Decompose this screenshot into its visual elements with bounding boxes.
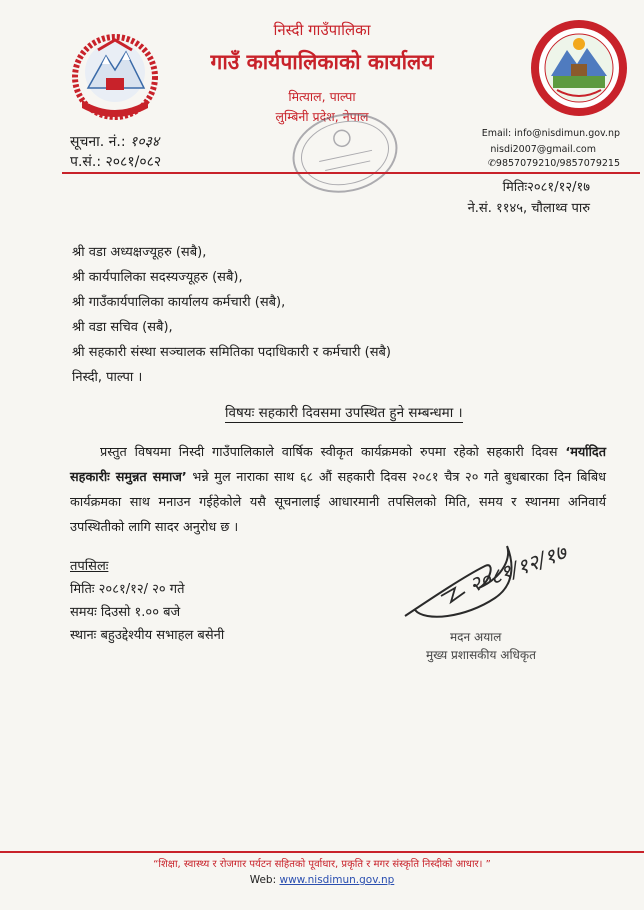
date-bs: मितिः२०८१/१२/१७ [502,180,590,195]
fiscal-year-value: २०८१/०८२ [105,154,162,170]
notice-number-label: सूचना. नं.: [70,134,126,150]
date-nepal-sambat: ने.सं. ११४५, चौलाथ्व पारु [467,201,590,216]
notice-number-value: १०३४ [130,134,160,150]
fiscal-year [70,152,161,171]
details-date: मितिः २०८१/१२/ २० गते [70,582,185,597]
recipient-address: निस्दी, पाल्पा । [72,370,143,385]
body-text-2: भन्ने मुल नाराका साथ ६८ औं सहकारी दिवस २०८१ चैत्र २० गते बुधबारका दिन बिबिध कार्यक्रमका साथ मनाउन गईहेकोले यसै सूचनालाई आधारमानी तपसिलको मिति, समय र स्थानमा अनिवार्य उपस्थितीको लागि सादर अनुरोध छ । [70,470,606,535]
municipality-name: निस्दी गाउँपालिका [273,21,371,39]
recipient-line: श्री वडा सचिव (सबै), [72,320,173,335]
signatory-name: मदन अयाल [450,630,502,644]
phone-icon: ✆ [487,158,496,169]
phone-number: 9857079210/9857079215 [495,158,620,169]
signatory-title: मुख्य प्रशासकीय अधिकृत [426,648,536,662]
recipient-line: श्री गाउँकार्यपालिका कार्यालय कर्मचारी (सबै), [72,295,286,310]
website-link[interactable]: www.nisdimun.gov.np [279,874,395,886]
details-time: समयः दिउसो १.०० बजे [70,605,181,620]
contact-phone [488,158,620,169]
recipient-line: श्री वडा अध्यक्षज्यूहरु (सबै), [72,245,207,260]
details-venue: स्थानः बहुउद्देश्यीय सभाहल बसेनी [70,628,225,643]
signature-date: २०८१/१२/१७ [465,540,570,598]
notice-number [70,132,159,151]
location-line-2: लुम्बिनी प्रदेश, नेपाल [275,109,369,124]
footer-web [0,874,644,886]
footer-divider [0,851,644,853]
contact-email-1: Email: info@nisdimun.gov.np [481,128,620,139]
fiscal-year-label: प.सं.: [70,154,102,170]
header-divider [62,172,640,174]
details-heading: तपसिलः [70,559,109,574]
location-line-1: मित्याल, पाल्पा [288,89,356,104]
recipient-line: श्री सहकारी संस्था सञ्चालक समितिका पदाधिकारी र कर्मचारी (सबै) [72,345,391,360]
slogan: ‘मर्यादित सहकारीः समुन्नत समाज’ [70,445,606,485]
contact-email-2: nisdi2007@gmail.com [490,144,596,155]
body-paragraph [70,440,606,540]
subject-line: विषयः सहकारी दिवसमा उपस्थित हुने सम्बन्धमा । [225,405,463,421]
recipient-line: श्री कार्यपालिका सदस्यज्यूहरु (सबै), [72,270,243,285]
body-text-1: प्रस्तुत विषयमा निस्दी गाउँपालिकाले वार्षिक स्वीकृत कार्यक्रमको रुपमा रहेको सहकारी दिवस [100,445,566,460]
web-label: Web: [249,874,277,886]
footer-quote: “शिक्षा, स्वास्थ्य र रोजगार पर्यटन सहितको पूर्वाधार, प्रकृति र मगर संस्कृति निस्दीको आधार। ” [153,859,491,870]
office-title: गाउँ कार्यपालिकाको कार्यालय [210,50,434,74]
